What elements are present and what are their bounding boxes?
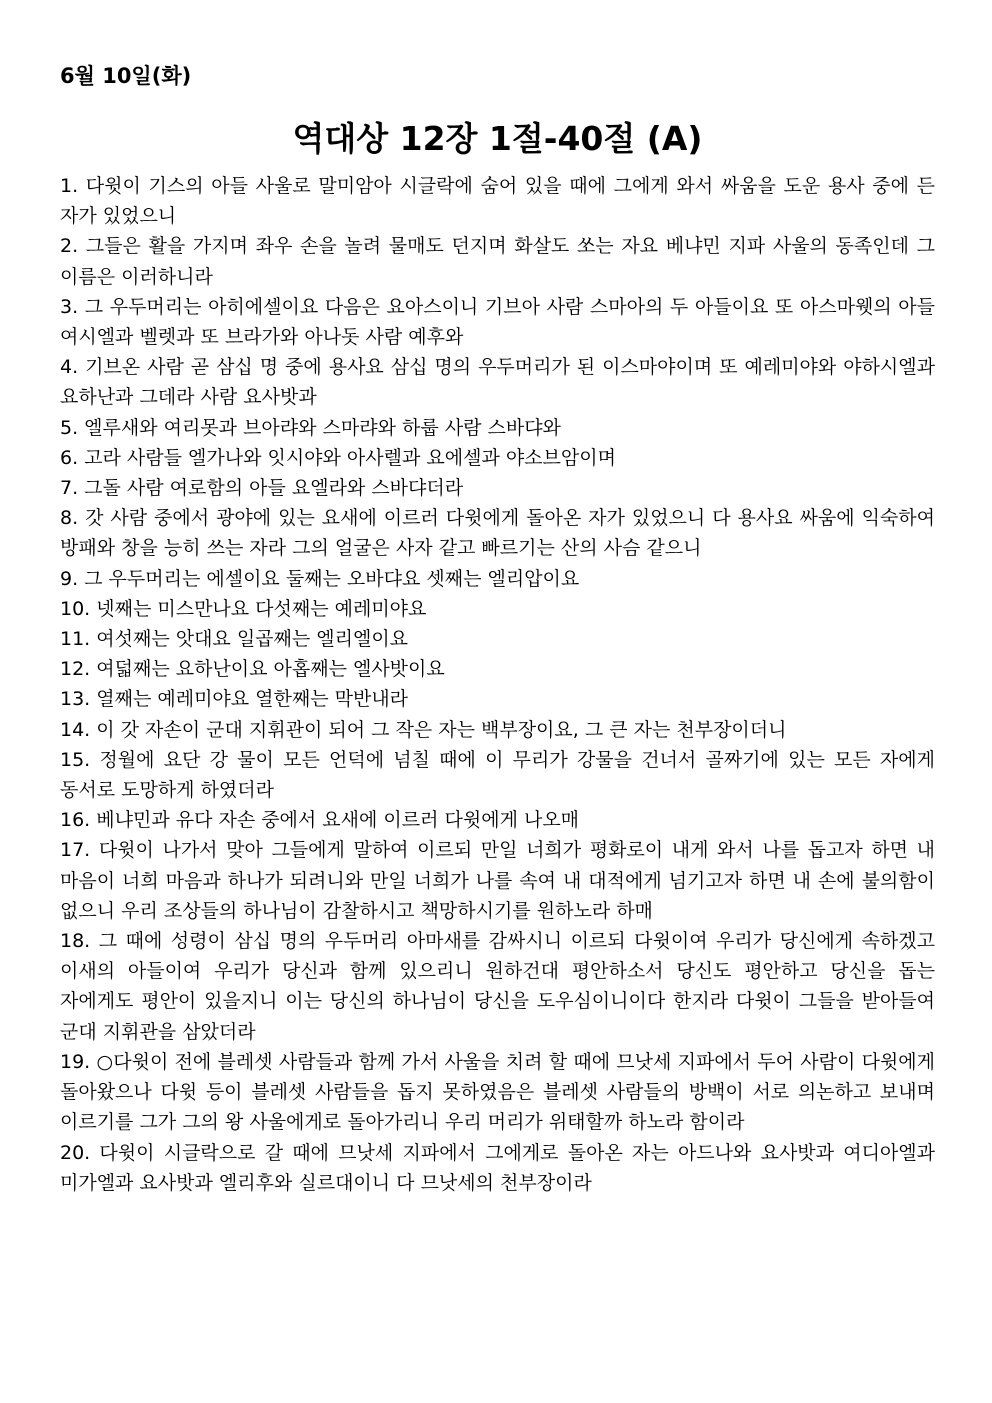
verse-6: 6. 고라 사람들 엘가나와 잇시야와 아사렐과 요에셀과 야소브암이며 — [60, 446, 616, 469]
verse-8: 8. 갓 사람 중에서 광야에 있는 요새에 이르러 다윗에게 돌아온 자가 있었으니 다 용사요 싸움에 익숙하여 방패와 창을 능히 쓰는 자라 그의 얼굴은 사자 같고 빠르기는 산의 사슴 같으니 — [60, 507, 935, 560]
verse-5: 5. 엘루새와 여리못과 브아랴와 스마랴와 하룹 사람 스바댜와 — [60, 416, 561, 439]
verse-13: 13. 열째는 예레미야요 열한째는 막반내라 — [60, 688, 409, 711]
verse-9: 9. 그 우두머리는 에셀이요 둘째는 오바댜요 셋째는 엘리압이요 — [60, 567, 580, 590]
verse-10: 10. 넷째는 미스만나요 다섯째는 예레미야요 — [60, 597, 427, 620]
verse-2: 2. 그들은 활을 가지며 좌우 손을 놀려 물매도 던지며 화살도 쏘는 자요 베냐민 지파 사울의 동족인데 그 이름은 이러하니라 — [60, 235, 935, 288]
verse-19: 19. ○다윗이 전에 블레셋 사람들과 함께 가서 사울을 치려 할 때에 므낫세 지파에서 두어 사람이 다윗에게 돌아왔으나 다윗 등이 블레셋 사람들을 돕지 못하였음은 블레셋 사람들의 방백이 서로 의논하고 보내며 이르기를 그가 그의 왕 사울에게로 돌아가리니 우리 머리가 위태할까 하노라 함이라 — [60, 1050, 935, 1134]
verse-7: 7. 그돌 사람 여로함의 아들 요엘라와 스바댜더라 — [60, 477, 464, 500]
verse-17: 17. 다윗이 나가서 맞아 그들에게 말하여 이르되 만일 너희가 평화로이 내게 와서 나를 돕고자 하면 내 마음이 너희 마음과 하나가 되려니와 만일 너희가 나를 속여 내 대적에게 넘기고자 하면 내 손에 불의함이 없으니 우리 조상들의 하나님이 감찰하시고 책망하시기를 원하노라 하매 — [60, 839, 935, 922]
verse-1: 1. 다윗이 기스의 아들 사울로 말미암아 시글락에 숨어 있을 때에 그에게 와서 싸움을 도운 용사 중에 든 자가 있었으니 — [60, 175, 935, 228]
verse-list — [60, 171, 935, 1198]
date-heading: 6월 10일(화) — [60, 64, 192, 88]
page-title: 역대상 12장 1절-40절 (A) — [292, 119, 703, 158]
verse-4: 4. 기브온 사람 곧 삼십 명 중에 용사요 삼십 명의 우두머리가 된 이스마야이며 또 예레미야와 야하시엘과 요하난과 그데라 사람 요사밧과 — [60, 356, 935, 409]
verse-12: 12. 여덟째는 요하난이요 아홉째는 엘사밧이요 — [60, 658, 445, 681]
verse-16: 16. 베냐민과 유다 자손 중에서 요새에 이르러 다윗에게 나오매 — [60, 809, 580, 832]
verse-14: 14. 이 갓 자손이 군대 지휘관이 되어 그 작은 자는 백부장이요, 그 큰 자는 천부장이더니 — [60, 718, 787, 741]
verse-20: 20. 다윗이 시글락으로 갈 때에 므낫세 지파에서 그에게로 돌아온 자는 아드나와 요사밧과 여디아엘과 미가엘과 요사밧과 엘리후와 실르대이니 다 므낫세의 천부장이라 — [60, 1141, 935, 1194]
verse-3: 3. 그 우두머리는 아히에셀이요 다음은 요아스이니 기브아 사람 스마아의 두 아들이요 또 아스마웻의 아들 여시엘과 벨렛과 또 브라가와 아나돗 사람 예후와 — [60, 295, 935, 349]
verse-18: 18. 그 때에 성령이 삼십 명의 우두머리 아마새를 감싸시니 이르되 다윗이여 우리가 당신에게 속하겠고 이새의 아들이여 우리가 당신과 함께 있으리니 원하건대 평안하소서 당신도 평안하고 당신을 돕는 자에게도 평안이 있을지니 이는 당신의 하나님이 당신을 도우심이니이다 한지라 다윗이 그들을 받아들여 군대 지휘관을 삼았더라 — [60, 930, 935, 1043]
verse-15: 15. 정월에 요단 강 물이 모든 언덕에 넘칠 때에 이 무리가 강물을 건너서 골짜기에 있는 모든 자에게 동서로 도망하게 하였더라 — [60, 748, 935, 802]
verse-11: 11. 여섯째는 앗대요 일곱째는 엘리엘이요 — [60, 628, 409, 651]
